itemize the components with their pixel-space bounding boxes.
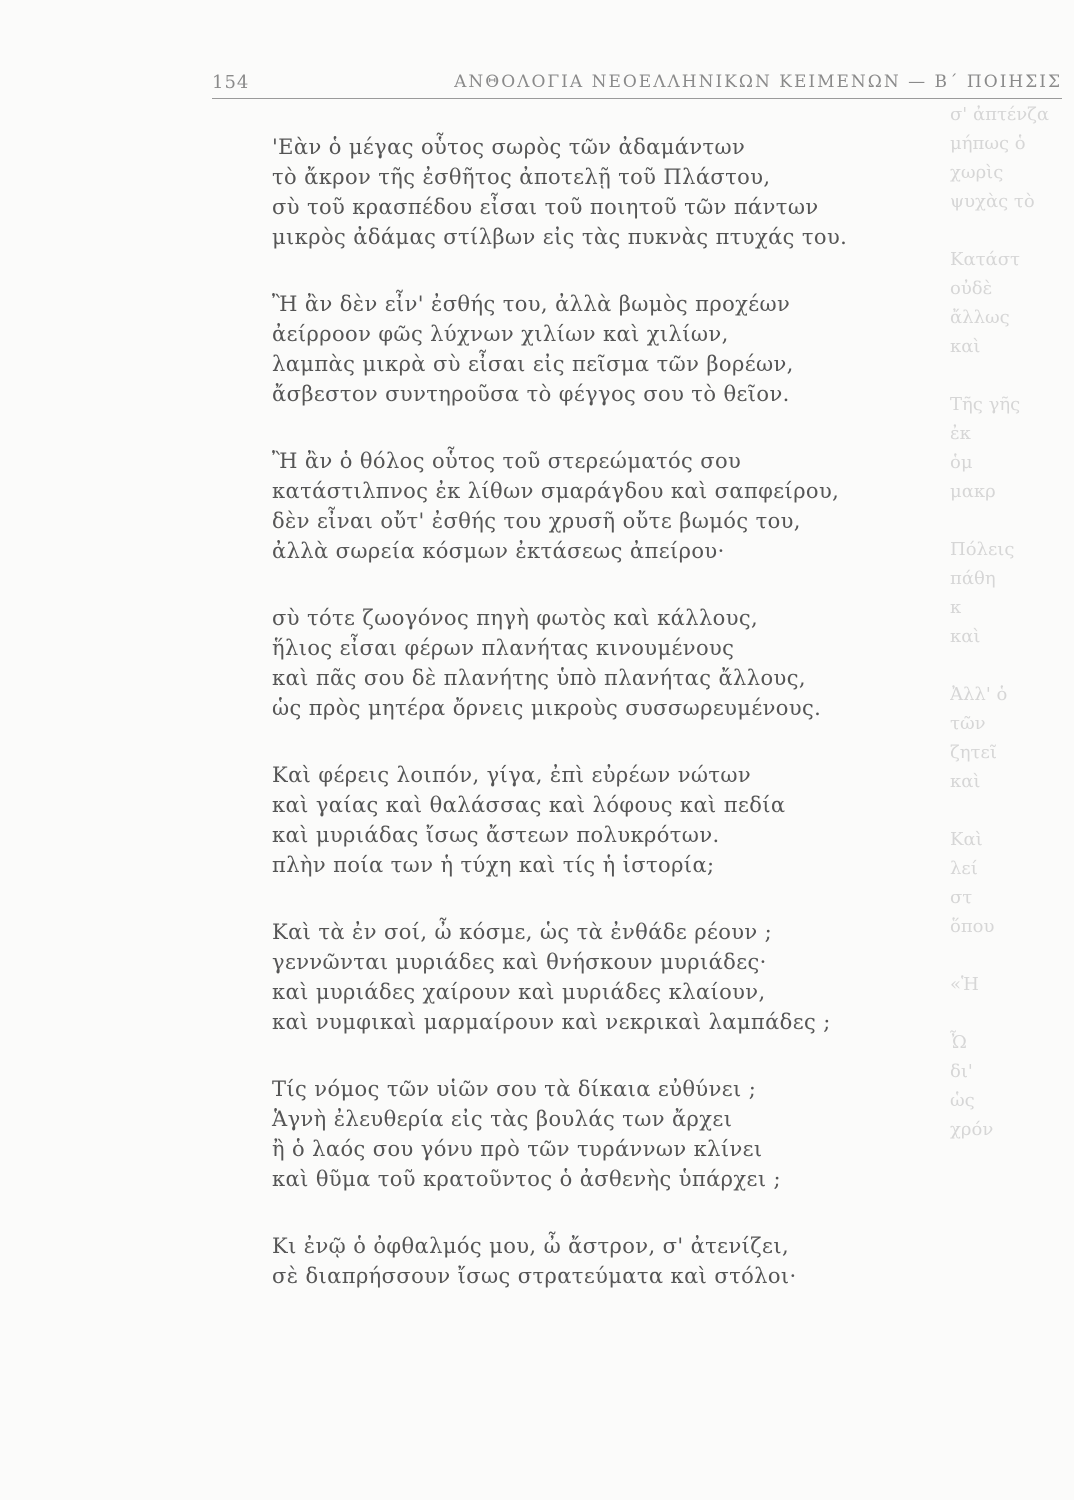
verse-line: μικρὸς ἀδάμας στίλβων εἰς τὰς πυκνὰς πτυχάς του.: [272, 225, 848, 249]
verse-line: Κι ἐνῷ ὁ ὀφθαλμός μου, ὦ ἄστρον, σ' ἀτενίζει,: [272, 1234, 790, 1258]
verse-line: ὡς πρὸς μητέρα ὄρνεις μικροὺς συσσωρευμένους.: [272, 696, 822, 720]
verse-line: τὸ ἄκρον τῆς ἐσθῆτος ἀποτελῇ τοῦ Πλάστου,: [272, 165, 771, 189]
verse-line: ἥλιος εἶσαι φέρων πλανήτας κινουμένους: [272, 636, 735, 660]
stanza: [272, 132, 952, 252]
verse-line: σὲ διαπρήσσουν ἴσως στρατεύματα καὶ στόλοι·: [272, 1264, 797, 1288]
verse-line: ἀλλὰ σωρεία κόσμων ἐκτάσεως ἀπείρου·: [272, 539, 725, 563]
verse-line: δὲν εἶναι οὔτ' ἐσθής του χρυσῆ οὔτε βωμός του,: [272, 509, 801, 533]
header-rule: [212, 98, 1062, 99]
verse-line: Ἢ ἂν ὁ θόλος οὗτος τοῦ στερεώματός σου: [272, 449, 742, 473]
verse-line: Καὶ φέρεις λοιπόν, γίγα, ἐπὶ εὐρέων νώτων: [272, 763, 752, 787]
stanza: [272, 760, 952, 880]
page-number: 154: [212, 72, 250, 93]
page-header: [212, 68, 1062, 98]
verse-line: πλὴν ποία των ἡ τύχη καὶ τίς ἡ ἱστορία;: [272, 853, 715, 877]
verse-line: γεννῶνται μυριάδες καὶ θνήσκουν μυριάδες·: [272, 950, 767, 974]
verse-line: ἄσβεστον συντηροῦσα τὸ φέγγος σου τὸ θεῖον.: [272, 382, 790, 406]
verse-line: σὺ τότε ζωογόνος πηγὴ φωτὸς καὶ κάλλους,: [272, 606, 759, 630]
stanza: [272, 917, 952, 1037]
verse-line: 'Εὰν ὁ μέγας οὗτος σωρὸς τῶν ἀδαμάντων: [272, 135, 746, 159]
verse-line: Καὶ τὰ ἐν σοί, ὦ κόσμε, ὡς τὰ ἐνθάδε ρέουν ;: [272, 920, 773, 944]
verse-line: καὶ γαίας καὶ θαλάσσας καὶ λόφους καὶ πεδία: [272, 793, 786, 817]
verse-line: ἢ ὁ λαός σου γόνυ πρὸ τῶν τυράννων κλίνει: [272, 1137, 763, 1161]
stanza: [272, 446, 952, 566]
verse-line: κατάστιλπνος ἐκ λίθων σμαράγδου καὶ σαπφείρου,: [272, 479, 840, 503]
stanza: [272, 603, 952, 723]
running-head: ΑΝΘΟΛΟΓΙΑ ΝΕΟΕΛΛΗΝΙΚΩΝ ΚΕΙΜΕΝΩΝ — Β΄ ΠΟΙΗΣΙΣ: [454, 72, 1062, 92]
verse-line: Ἢ ἂν δὲν εἶν' ἐσθής του, ἀλλὰ βωμὸς προχέων: [272, 292, 791, 316]
verse-line: Ἁγνὴ ἐλευθερία εἰς τὰς βουλάς των ἄρχει: [272, 1107, 733, 1131]
verse-line: καὶ νυμφικαὶ μαρμαίρουν καὶ νεκρικαὶ λαμπάδες ;: [272, 1010, 831, 1034]
verse-line: λαμπὰς μικρὰ σὺ εἶσαι εἰς πεῖσμα τῶν βορέων,: [272, 352, 794, 376]
stanza: [272, 1231, 952, 1291]
verse-line: καὶ πᾶς σου δὲ πλανήτης ὑπὸ πλανήτας ἄλλους,: [272, 666, 806, 690]
poem-body: [272, 132, 952, 1328]
verse-line: σὺ τοῦ κρασπέδου εἶσαι τοῦ ποιητοῦ τῶν πάντων: [272, 195, 819, 219]
verse-line: καὶ μυριάδες χαίρουν καὶ μυριάδες κλαίουν,: [272, 980, 766, 1004]
verse-line: Τίς νόμος τῶν υἱῶν σου τὰ δίκαια εὐθύνει ;: [272, 1077, 757, 1101]
verse-line: καὶ μυριάδας ἴσως ἄστεων πολυκρότων.: [272, 823, 720, 847]
stanza: [272, 1074, 952, 1194]
stanza: [272, 289, 952, 409]
bleed-through-text: σ' ἀπτένζα μήπως ὁ χωρὶς ψυχὰς τὸ Κατάστ οὐδὲ ἄλλως καὶ Τῆς γῆς ἐκ ὁμ μακρ Πόλεις πάθη κ καὶ Ἀλλ' ὁ τῶν ζητεῖ καὶ Καὶ λεί στ ὅπου «Ἡ Ὦ δι' ὡς χρόν: [950, 104, 1050, 1140]
verse-line: ἀείρροον φῶς λύχνων χιλίων καὶ χιλίων,: [272, 322, 729, 346]
verse-line: καὶ θῦμα τοῦ κρατοῦντος ὁ ἀσθενὴς ὑπάρχει ;: [272, 1167, 781, 1191]
